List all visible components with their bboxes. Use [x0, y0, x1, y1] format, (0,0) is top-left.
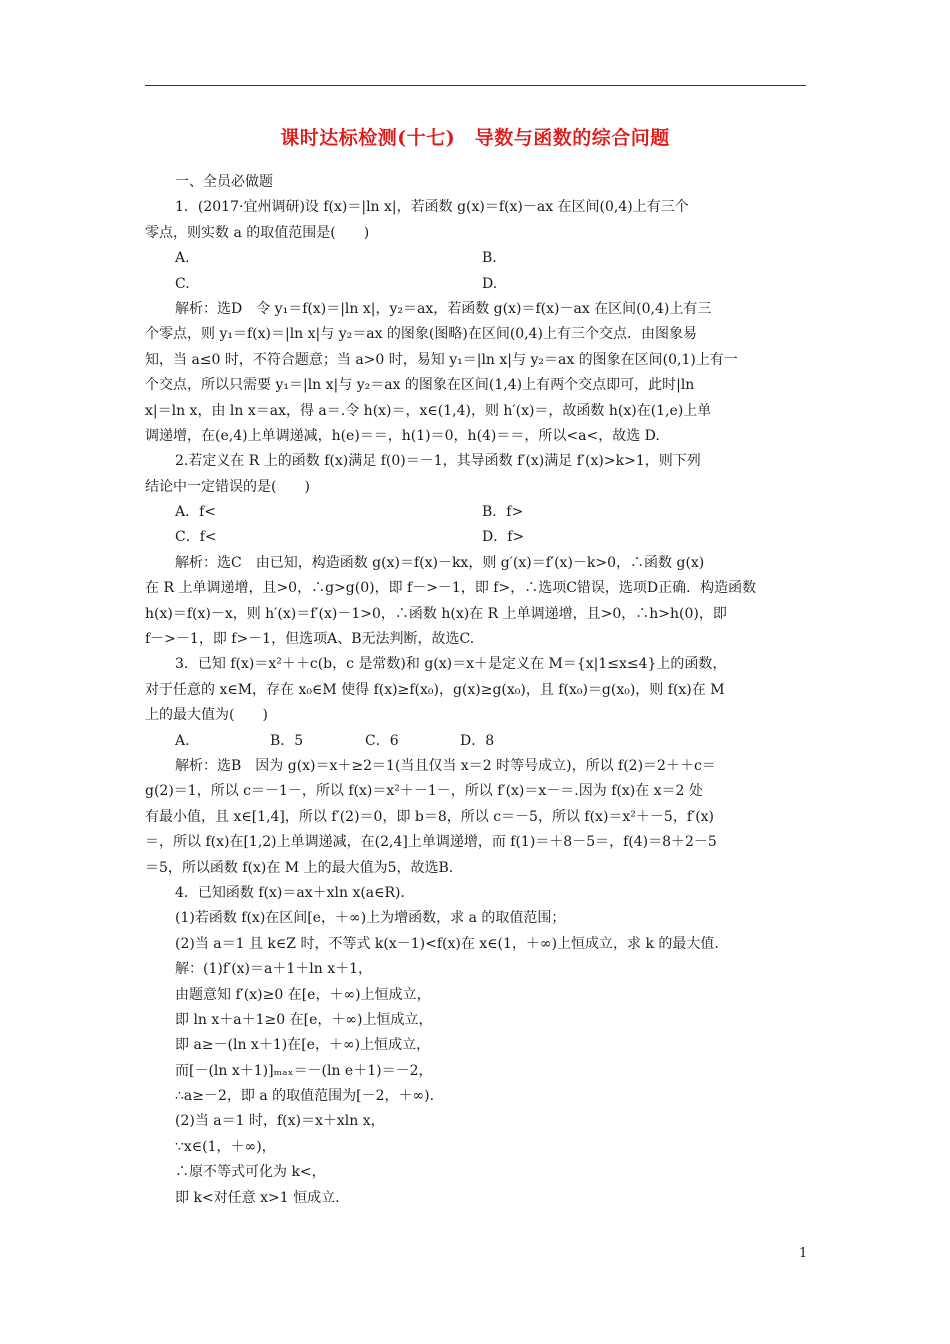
q3-stem-line: 对于任意的 x∈M，存在 x₀∈M 使得 f(x)≥f(x₀)，g(x)≥g(x₀)，且 f(x₀)＝g(x₀)，则 f(x)在 M	[145, 681, 725, 698]
q3-option-b: B．5	[270, 732, 304, 749]
q3-solution-line: 有最小值，且 x∈[1,4]，所以 f′(2)＝0，即 b＝8，所以 c＝－5，所以 f(x)＝x²＋－5，f′(x)	[145, 808, 715, 825]
q4-line: 解：(1)f′(x)＝a＋1＋ln x＋1，	[175, 961, 373, 978]
q4-line: (2)当 a＝1 且 k∈Z 时，不等式 k(x－1)<f(x)在 x∈(1，＋∞)上恒成立，求 k 的最大值.	[175, 935, 719, 952]
q4-line: 即 ln x＋a＋1≥0 在[e，＋∞)上恒成立，	[175, 1011, 433, 1028]
q1-options-row	[145, 246, 810, 271]
q3-solution-line: ＝5，所以函数 f(x)在 M 上的最大值为5，故选B.	[145, 859, 454, 876]
q2-solution-line: 解析：选C 由已知，构造函数 g(x)＝f(x)－kx，则 g′(x)＝f′(x)－k>0，∴函数 g(x)	[175, 554, 705, 571]
q1-stem-line: 1．(2017·宜州调研)设 f(x)＝|ln x|，若函数 g(x)＝f(x)－ax 在区间(0,4)上有三个	[175, 199, 689, 216]
q4-line: 由题意知 f′(x)≥0 在[e，＋∞)上恒成立，	[175, 986, 431, 1003]
q1-option-b: B.	[482, 250, 497, 267]
q1-solution-line: 调递增，在(e,4)上单调递减，h(e)＝＝，h(1)＝0，h(4)＝＝，所以<a<，故选 D.	[145, 427, 660, 444]
q2-solution-line: f－>－1，即 f>－1，但选项A、B无法判断，故选C.	[145, 631, 475, 648]
header-rule	[145, 85, 806, 86]
q1-stem-line: 零点，则实数 a 的取值范围是( )	[145, 224, 370, 241]
q2-options-row	[145, 525, 810, 550]
q2-option-c: C．f<	[175, 529, 217, 546]
page-title: 课时达标检测(十七) 导数与函数的综合问题	[280, 127, 670, 149]
q3-stem-line: 3．已知 f(x)＝x²＋＋c(b，c 是常数)和 g(x)＝x＋是定义在 M＝{x|1≤x≤4}上的函数，	[175, 656, 727, 673]
q2-stem-line: 结论中一定错误的是( )	[145, 478, 310, 495]
q2-solution-line: h(x)＝f(x)－x，则 h′(x)＝f′(x)－1>0，∴函数 h(x)在 R 上单调递增，且>0，∴h>h(0)，即	[145, 605, 727, 622]
q4-line: ∴a≥－2，即 a 的取值范围为[－2，＋∞)．	[175, 1088, 444, 1105]
q3-option-d: D．8	[460, 732, 495, 749]
q2-solution-line: 在 R 上单调递增，且>0，∴g>g(0)，即 f－>－1，即 f>，∴选项C错误，选项D正确．构造函数	[145, 580, 757, 597]
q4-line: (1)若函数 f(x)在区间[e，＋∞)上为增函数，求 a 的取值范围；	[175, 910, 566, 927]
document-body	[145, 170, 810, 1211]
q2-options-row	[145, 500, 810, 525]
q3-solution-line: ＝，所以 f(x)在[1,2)上单调递减，在(2,4]上单调递增，而 f(1)＝＋8－5＝，f(4)＝8＋2－5	[145, 834, 717, 851]
q1-solution-line: 个交点，所以只需要 y₁＝|ln x|与 y₂＝ax 的图象在区间(1,4)上有两个交点即可，此时|ln	[145, 377, 695, 394]
q4-line: 即 k<对任意 x>1 恒成立.	[175, 1189, 340, 1206]
q3-solution-line: g(2)＝1，所以 c＝－1－，所以 f(x)＝x²＋－1－，所以 f′(x)＝x－＝.因为 f(x)在 x＝2 处	[145, 783, 703, 800]
q2-option-b: B．f>	[482, 504, 524, 521]
q2-option-a: A．f<	[175, 504, 217, 521]
q1-solution-line: x|＝ln x，由 ln x＝ax，得 a＝.令 h(x)＝，x∈(1,4)，则 h′(x)＝，故函数 h(x)在(1,e)上单	[145, 402, 712, 419]
q4-line: 4．已知函数 f(x)＝ax＋xln x(a∈R)．	[175, 884, 415, 901]
section-heading: 一、全员必做题	[175, 174, 273, 190]
q1-solution-line: 知，当 a≤0 时，不符合题意；当 a>0 时，易知 y₁＝|ln x|与 y₂＝ax 的图象在区间(0,1)上有一	[145, 351, 738, 368]
q4-line: 而[－(ln x＋1)]ₘₐₓ＝－(ln e＋1)＝－2，	[175, 1062, 433, 1079]
q1-options-row	[145, 272, 810, 297]
q4-line: ∵x∈(1，＋∞)，	[175, 1138, 276, 1155]
q3-option-c: C．6	[365, 732, 399, 749]
q1-solution-line: 解析：选D 令 y₁＝f(x)＝|ln x|，y₂＝ax，若函数 g(x)＝f(x)－ax 在区间(0,4)上有三	[175, 300, 712, 317]
q4-line: (2)当 a＝1 时，f(x)＝x＋xln x，	[175, 1113, 385, 1130]
q3-stem-line: 上的最大值为( )	[145, 707, 268, 724]
q1-option-a: A.	[175, 250, 190, 267]
q4-line: 即 a≥－(ln x＋1)在[e，＋∞)上恒成立，	[175, 1037, 431, 1054]
q3-option-a: A.	[175, 732, 190, 749]
q2-stem-line: 2.若定义在 R 上的函数 f(x)满足 f(0)＝－1，其导函数 f′(x)满足 f′(x)>k>1，则下列	[175, 453, 701, 470]
q1-option-c: C.	[175, 275, 190, 292]
q1-option-d: D.	[482, 275, 498, 292]
q3-options-row	[145, 729, 810, 754]
q4-line: ∴原不等式可化为 k<，	[175, 1164, 326, 1181]
q1-solution-line: 个零点，则 y₁＝f(x)＝|ln x|与 y₂＝ax 的图象(图略)在区间(0,4)上有三个交点．由图象易	[145, 326, 698, 343]
q3-solution-line: 解析：选B 因为 g(x)＝x＋≥2＝1(当且仅当 x＝2 时等号成立)，所以 f(2)＝2＋＋c＝	[175, 757, 716, 774]
q2-option-d: D．f>	[482, 529, 525, 546]
page-number: 1	[799, 1246, 808, 1261]
